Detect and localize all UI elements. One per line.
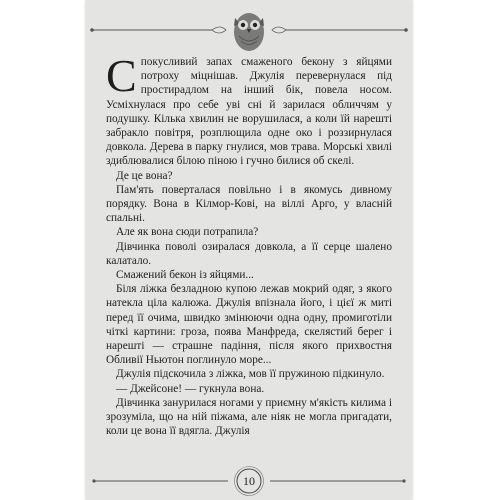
paragraph: Біля ліжка безладною купою лежав мокрий одяг, з якого натекла ціла калюжа. Джулія впізнала його, і цієї ж миті перед її очима, швидко змінюючи одна одну, промиготіли чіткі картини: гроза, поява Манфреда, скелястий берег і нарешті — страшне падіння, після якого прихвостня Обливії Ньютон поглинуло море...: [106, 283, 392, 367]
paragraph: — Джейсоне! — гукнула вона.: [116, 382, 265, 395]
paragraph: Де це вона?: [116, 169, 173, 182]
page-number: 10: [243, 474, 255, 488]
paragraph: [106, 50, 392, 169]
owl-icon: [234, 13, 264, 51]
paragraph: Але як вона сюди потрапила?: [116, 226, 259, 239]
owl-header-ornament: [86, 6, 412, 56]
drop-cap: С: [106, 50, 137, 101]
paragraph: Дівчинка поволі озиралася довкола, а її серце шалено калатало.: [106, 240, 392, 267]
paragraph-text: покусливий запах смаженого бекону з яйцями потроху міцнішав. Джулія перевернулася під простирадлом на інший бік, повела носом. Усміхнулася про себе уві сні й зарилася обличчям у подушку. Кілька хвилин не ворушилася, а коли їй нарешті забракло повітря, розплющила одне око і роззирнулася довкола. Дерева в парку гнулися, мов трава. Морські хвилі здиблювалися білою піною і гучно билися об скелі.: [106, 56, 392, 168]
paragraph: Дівчинка занурилася ногами у приємну м'якість килима і зрозуміла, що на ній піжама, але ніяк не могла пригадати, коли це вона її вдягла. Джулія: [106, 396, 392, 438]
paragraph: Пам'ять поверталася повільно і в якомусь дивному порядку. Вона в Кілмор-Кові, на віллі Арго, у власній спальні.: [106, 183, 392, 225]
paragraph: Джулія підскочила з ліжка, мов її пружиною підкинуло.: [116, 368, 385, 381]
book-page: [86, 0, 412, 500]
paragraph: Смажений бекон із яйцями...: [116, 269, 254, 282]
page-text: [106, 50, 392, 438]
